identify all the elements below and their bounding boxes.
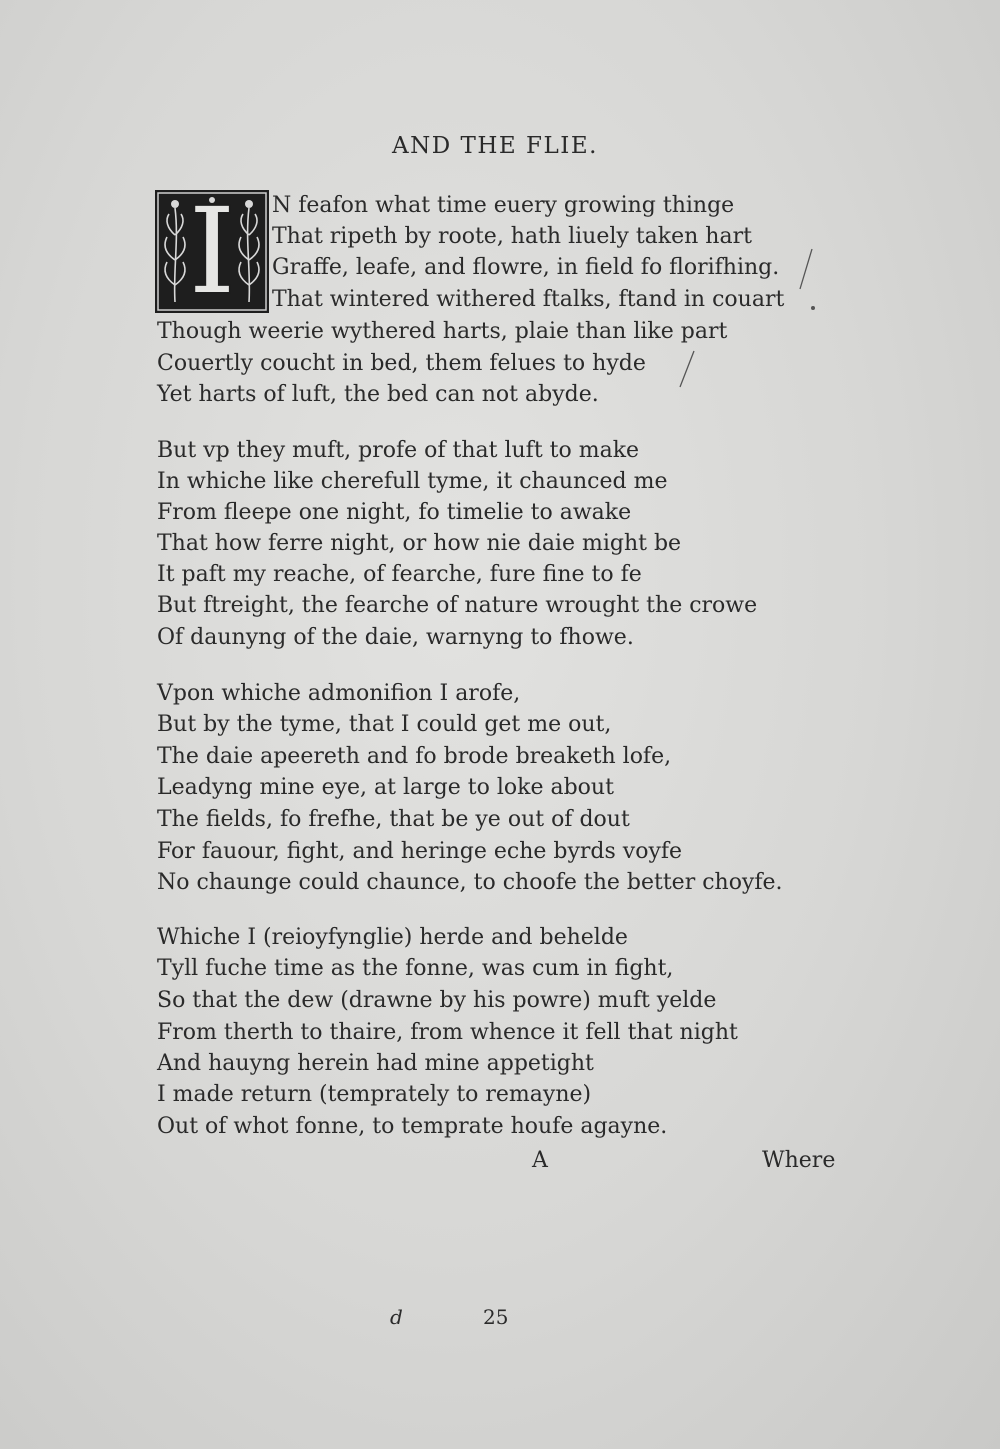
signature-mark: A xyxy=(532,1148,548,1173)
poem-line: Out of whot fonne, to temprate houfe agayne. xyxy=(157,1114,668,1139)
pencil-mark-icon xyxy=(672,345,702,395)
poem-line: Tyll fuche time as the fonne, was cum in fight, xyxy=(157,956,674,981)
poem-line: It paft my reache, of fearche, fure fine to fe xyxy=(157,562,642,587)
catchword: Where xyxy=(762,1148,836,1173)
signature-letter: d xyxy=(390,1305,403,1329)
poem-line: Leadyng mine eye, at large to loke about xyxy=(157,775,614,800)
poem-line: I made return (temprately to remayne) xyxy=(157,1082,592,1107)
poem-line: Whiche I (reioyfynglie) herde and behelde xyxy=(157,925,628,950)
poem-line: From fleepe one night, fo timelie to awake xyxy=(157,500,632,525)
poem-line: The daie apeereth and fo brode breaketh lofe, xyxy=(157,744,672,769)
pencil-mark-icon xyxy=(790,245,820,295)
poem-line: But vp they muft, profe of that luft to make xyxy=(157,438,640,463)
drop-cap-initial xyxy=(155,182,269,320)
poem-line: Of daunyng of the daie, warnyng to fhowe. xyxy=(157,625,634,650)
poem-line: Vpon whiche admonifion I arofe, xyxy=(157,681,521,706)
poem-line: And hauyng herein had mine appetight xyxy=(157,1051,594,1076)
drop-cap-letter: I xyxy=(188,182,236,320)
poem-line: So that the dew (drawne by his powre) muft yelde xyxy=(157,988,717,1013)
poem-line: Graffe, leafe, and flowre, in field fo florifhing. xyxy=(272,255,780,280)
poem-line: Though weerie wythered harts, plaie than like part xyxy=(157,319,728,344)
poem-line: That ripeth by roote, hath liuely taken hart xyxy=(272,224,752,249)
poem-line: N feafon what time euery growing thinge xyxy=(272,193,735,218)
page-number: 25 xyxy=(483,1305,509,1329)
poem-line: That wintered withered ftalks, ftand in couart xyxy=(272,287,785,312)
poem-line: In whiche like cherefull tyme, it chaunced me xyxy=(157,469,668,494)
poem-line: No chaunge could chaunce, to choofe the better choyfe. xyxy=(157,870,783,895)
pencil-dot-icon xyxy=(805,300,821,316)
page-title: AND THE FLIE. xyxy=(392,133,598,159)
poem-line: For fauour, fight, and heringe eche byrds voyfe xyxy=(157,839,683,864)
poem-line: The fields, fo frefhe, that be ye out of dout xyxy=(157,807,630,832)
poem-line: From therth to thaire, from whence it fell that night xyxy=(157,1020,738,1045)
poem-line: But ftreight, the fearche of nature wrought the crowe xyxy=(157,593,758,618)
poem-line: Couertly coucht in bed, them felues to hyde xyxy=(157,351,646,376)
poem-line: But by the tyme, that I could get me out, xyxy=(157,712,612,737)
poem-line: Yet harts of luft, the bed can not abyde. xyxy=(157,382,599,407)
poem-line: That how ferre night, or how nie daie might be xyxy=(157,531,682,556)
